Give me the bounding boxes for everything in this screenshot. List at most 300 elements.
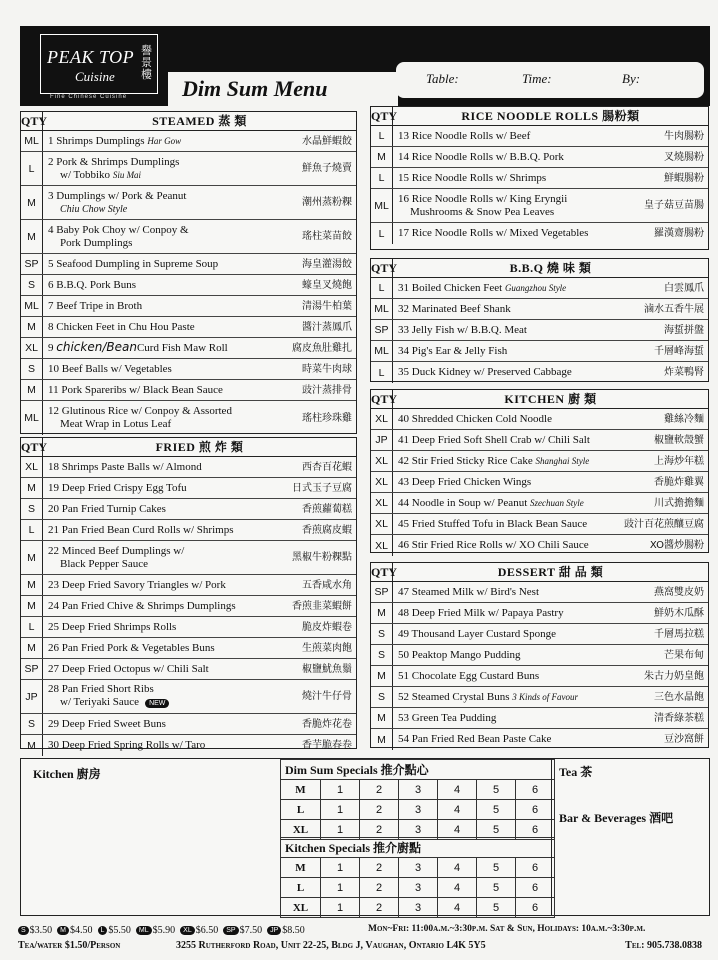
item-name-line [48, 300, 142, 313]
restaurant-logo [40, 34, 158, 94]
item-size-code: JP [371, 430, 393, 450]
item-size-code: XL [371, 535, 393, 556]
item-description [43, 575, 356, 595]
item-size-code: XL [371, 493, 393, 513]
item-chinese-name: 千層馬拉糕 [654, 628, 704, 640]
item-description [393, 278, 708, 298]
tea-water-charge: Tea/water $1.50/Person [18, 940, 121, 951]
menu-item-row[interactable] [21, 680, 356, 714]
specials-count-cell[interactable]: 3 [399, 878, 438, 898]
specials-count-cell[interactable]: 4 [438, 820, 477, 840]
specials-count-cell[interactable]: 1 [321, 820, 360, 840]
fried-section [20, 437, 357, 752]
logo-sub: Cuisine [75, 69, 115, 84]
menu-item-row[interactable] [371, 223, 708, 244]
item-description [393, 624, 708, 644]
specials-count-cell[interactable]: 2 [360, 800, 399, 820]
size-price: $5.50 [108, 925, 131, 936]
item-name-text: 50 Peaktop Mango Pudding [398, 648, 521, 661]
specials-count-cell[interactable]: 6 [516, 878, 555, 898]
item-name-continued: w/ Tobbiko [60, 168, 111, 181]
menu-item-row[interactable] [371, 126, 708, 147]
item-name [398, 324, 527, 337]
price-item [267, 925, 305, 936]
item-name-line [48, 190, 186, 203]
menu-item-row[interactable] [371, 341, 708, 362]
item-size-code: L [21, 617, 43, 637]
item-name-text: 7 Beef Tripe in Broth [48, 299, 143, 312]
item-name-text: 15 Rice Noodle Rolls w/ Shrimps [398, 171, 547, 184]
item-size-code: M [371, 147, 393, 167]
item-name-text: 16 Rice Noodle Rolls w/ King Eryngii [398, 192, 568, 205]
item-chinese-name: 雞絲冷麵 [664, 413, 704, 425]
menu-item-row[interactable] [21, 457, 356, 478]
item-name-rest: Curd Fish Maw Roll [136, 342, 228, 354]
size-price: $6.50 [195, 925, 219, 936]
menu-item-row[interactable] [21, 220, 356, 254]
specials-count-cell[interactable]: 4 [438, 780, 477, 800]
item-size-code: M [21, 541, 43, 574]
menu-item-row[interactable] [21, 131, 356, 152]
tea-label: Tea 茶 [559, 765, 593, 779]
item-chinese-name: 瑤柱珍珠雞 [302, 412, 352, 424]
qty-header: QTY [371, 261, 398, 275]
specials-size: M [281, 858, 321, 878]
menu-item-row[interactable] [21, 735, 356, 756]
item-description [393, 223, 708, 244]
specials-count-cell[interactable]: 1 [321, 898, 360, 918]
item-description [43, 401, 356, 435]
item-chinese-name: 腐皮魚肚雞扎 [292, 342, 352, 354]
item-size-code: M [21, 380, 43, 400]
item-size-code: SP [371, 582, 393, 602]
item-name-text: 53 Green Tea Pudding [398, 711, 497, 724]
specials-count-cell[interactable]: 1 [321, 780, 360, 800]
item-name-line [48, 461, 202, 474]
price-item [136, 925, 175, 936]
specials-row [281, 800, 555, 820]
specials-count-cell[interactable]: 3 [399, 820, 438, 840]
item-size-code: JP [21, 680, 43, 713]
specials-count-cell[interactable]: 1 [321, 878, 360, 898]
item-size-code: M [21, 638, 43, 658]
item-chinese-name: 芒果布甸 [664, 649, 704, 661]
item-name [398, 649, 521, 662]
item-style-note: Har Gow [147, 135, 182, 146]
item-name [398, 366, 572, 379]
item-name-line [48, 258, 218, 271]
menu-item-row[interactable] [371, 299, 708, 320]
item-name [398, 303, 511, 316]
specials-count-cell[interactable]: 6 [516, 820, 555, 840]
item-chinese-name: 瑤柱菜苗餃 [302, 231, 352, 242]
section-header [21, 438, 356, 457]
menu-item-row[interactable] [371, 708, 708, 729]
menu-item-row[interactable] [371, 666, 708, 687]
item-name-line-2 [48, 169, 179, 182]
item-chinese-name: 叉燒腸粉 [664, 151, 704, 163]
menu-title: Dim Sum Menu [168, 72, 398, 106]
qty-header: QTY [371, 565, 398, 579]
item-name-line [398, 691, 578, 704]
item-name [398, 733, 551, 746]
item-description [393, 472, 708, 492]
menu-item-row[interactable] [371, 147, 708, 168]
item-chinese-name: 清香綠茶糕 [654, 712, 704, 724]
size-code-badge: XL [180, 926, 195, 935]
item-name-text: 28 Pan Fried Short Ribs [48, 683, 154, 695]
item-name [48, 405, 232, 431]
menu-item-row[interactable] [21, 338, 356, 359]
item-name-line [398, 539, 589, 552]
specials-count-cell[interactable]: 2 [360, 780, 399, 800]
specials-count-cell[interactable]: 2 [360, 898, 399, 918]
menu-item-row[interactable] [21, 541, 356, 575]
menu-item-row[interactable] [21, 478, 356, 499]
item-name-line-2 [398, 206, 567, 219]
item-name [48, 321, 195, 334]
menu-item-row[interactable] [21, 186, 356, 220]
item-name-text: 45 Fried Stuffed Tofu in Black Bean Sauce [398, 517, 588, 530]
item-name-text: 26 Pan Fried Pork & Vegetables Buns [48, 641, 215, 654]
menu-item-row[interactable] [371, 493, 708, 514]
item-name [48, 579, 226, 592]
item-name-text: 35 Duck Kidney w/ Preserved Cabbage [398, 366, 572, 378]
item-size-code: M [21, 596, 43, 616]
handwritten-note: chicken/Bean [56, 340, 137, 354]
item-name-line [398, 607, 564, 620]
menu-item-row[interactable] [21, 254, 356, 275]
item-chinese-name: 鮮奶木瓜酥 [654, 607, 704, 619]
item-name-line [48, 503, 166, 516]
item-description [393, 603, 708, 623]
item-name [398, 691, 578, 704]
item-name [398, 172, 546, 185]
specials-count-cell[interactable]: 6 [516, 858, 555, 878]
menu-item-row[interactable] [371, 729, 708, 750]
menu-item-row[interactable] [371, 278, 708, 299]
specials-count-cell[interactable]: 2 [360, 820, 399, 840]
item-style-note: Szechuan Style [530, 497, 584, 508]
item-name-text: 30 Deep Fried Spring Rolls w/ Taro [48, 739, 206, 751]
item-name-line [398, 130, 530, 143]
item-description [393, 708, 708, 728]
item-name-line-2 [48, 558, 184, 571]
item-name-line [48, 600, 236, 613]
item-name-line [398, 518, 587, 531]
menu-item-row[interactable] [371, 451, 708, 472]
specials-panel [20, 758, 710, 916]
item-chinese-name: 香煎蘿蔔糕 [302, 503, 352, 515]
kitchen-section [370, 389, 709, 553]
menu-item-row[interactable] [371, 472, 708, 493]
item-name [48, 524, 233, 537]
logo-chinese: 譽景樓 [141, 44, 152, 81]
item-size-code: L [21, 520, 43, 540]
item-name-text: 29 Deep Fried Sweet Buns [48, 717, 166, 730]
menu-item-row[interactable] [371, 624, 708, 645]
section-title: DESSERT 甜 品 類 [497, 565, 604, 579]
item-description [393, 168, 708, 188]
item-name-text: 20 Pan Fried Turnip Cakes [48, 502, 166, 515]
item-name-line [398, 282, 566, 295]
item-chinese-name: 燒汁牛仔骨 [302, 691, 352, 702]
menu-item-row[interactable] [371, 514, 708, 535]
item-size-code: M [371, 603, 393, 623]
footer-line-2 [18, 940, 708, 951]
size-price: $4.50 [70, 925, 93, 936]
item-name [48, 156, 179, 182]
item-name [48, 279, 136, 292]
item-size-code: M [371, 708, 393, 728]
specials-count-cell[interactable]: 3 [399, 898, 438, 918]
item-size-code: ML [21, 131, 43, 151]
menu-item-row[interactable] [21, 275, 356, 296]
specials-count-cell[interactable]: 4 [438, 898, 477, 918]
item-chinese-name: 上海炒年糕 [654, 455, 704, 467]
item-name-line [48, 363, 172, 376]
menu-item-row[interactable] [21, 317, 356, 338]
item-name [398, 497, 584, 510]
item-description [43, 617, 356, 637]
menu-item-row[interactable] [21, 596, 356, 617]
item-chinese-name: 潮州蒸粉粿 [302, 197, 352, 208]
menu-item-row[interactable] [21, 520, 356, 541]
specials-count-cell[interactable]: 3 [399, 800, 438, 820]
item-chinese-name: 時菜牛肉球 [302, 363, 352, 375]
item-chinese-name: 朱古力奶皇飽 [644, 670, 704, 682]
menu-item-row[interactable] [371, 603, 708, 624]
item-name-line [48, 156, 179, 169]
specials-count-cell[interactable]: 5 [477, 858, 516, 878]
section-header [371, 259, 708, 278]
item-description [393, 729, 708, 750]
item-name [48, 384, 223, 397]
specials-count-cell[interactable]: 4 [438, 858, 477, 878]
item-chinese-name: 香脆炸雞翼 [654, 476, 704, 488]
item-size-code: M [21, 478, 43, 498]
item-name [398, 282, 566, 295]
menu-item-row[interactable] [21, 296, 356, 317]
item-name [48, 461, 202, 474]
item-description [43, 275, 356, 295]
item-name [398, 712, 496, 725]
menu-item-row[interactable] [371, 687, 708, 708]
item-description [43, 380, 356, 400]
item-name [398, 539, 589, 552]
menu-item-row[interactable] [21, 575, 356, 596]
item-chinese-name: 鮮蝦腸粉 [664, 172, 704, 184]
specials-title-row [281, 838, 555, 858]
specials-count-cell[interactable]: 5 [477, 898, 516, 918]
specials-count-cell[interactable]: 1 [321, 858, 360, 878]
item-name-line [398, 670, 539, 683]
tagline: Fine Chinese Cuisine [50, 94, 128, 100]
qty-header: QTY [371, 109, 398, 123]
item-name-line [398, 733, 551, 746]
item-name [48, 663, 209, 676]
order-fields [396, 62, 704, 98]
item-size-code: L [371, 362, 393, 383]
menu-item-row[interactable] [371, 320, 708, 341]
item-description [43, 680, 356, 713]
item-name-text: 3 Dumplings w/ Pork & Peanut [48, 189, 187, 202]
item-chinese-name: 脆皮炸蝦卷 [302, 621, 352, 633]
steamed-section [20, 111, 357, 434]
specials-count-cell[interactable]: 3 [399, 858, 438, 878]
specials-count-cell[interactable]: 6 [516, 800, 555, 820]
item-size-code: L [371, 278, 393, 298]
item-number: 9 [48, 342, 54, 354]
menu-item-row[interactable] [21, 659, 356, 680]
item-chinese-name: 香芋脆春卷 [302, 740, 352, 751]
item-size-code: S [21, 714, 43, 734]
price-item [98, 925, 131, 936]
item-description [43, 359, 356, 379]
rice-noodle-section [370, 106, 709, 250]
menu-item-row[interactable] [371, 409, 708, 430]
menu-item-row[interactable] [21, 359, 356, 380]
menu-item-row[interactable] [371, 582, 708, 603]
specials-count-cell[interactable]: 6 [516, 780, 555, 800]
kitchen-notes-label: Kitchen 廚房 [33, 767, 101, 781]
item-chinese-name: 海蜇拼盤 [664, 324, 704, 336]
header-bar [20, 26, 710, 106]
item-chinese-name: 清湯牛柏葉 [302, 300, 352, 312]
item-chinese-name: 五香咸水角 [302, 579, 352, 591]
specials-count-cell[interactable]: 4 [438, 878, 477, 898]
specials-count-cell[interactable]: 3 [399, 780, 438, 800]
menu-item-row[interactable] [371, 535, 708, 556]
item-size-code: S [21, 359, 43, 379]
specials-count-cell[interactable]: 5 [477, 800, 516, 820]
item-description [393, 126, 708, 146]
item-chinese-name: 日式玉子豆腐 [292, 482, 352, 494]
specials-count-cell[interactable]: 4 [438, 800, 477, 820]
item-name-continued: Black Pepper Sauce [60, 557, 148, 570]
item-name-continued: Pork Dumplings [60, 236, 133, 249]
menu-item-row[interactable] [21, 152, 356, 186]
item-description [43, 638, 356, 658]
menu-item-row[interactable] [21, 401, 356, 435]
menu-item-row[interactable] [21, 380, 356, 401]
specials-count-cell[interactable]: 5 [477, 878, 516, 898]
section-header [21, 112, 356, 131]
item-name-text: 41 Deep Fried Soft Shell Crab w/ Chili Salt [398, 433, 590, 446]
item-description [393, 535, 708, 556]
item-name-text: 49 Thousand Layer Custard Sponge [398, 627, 557, 640]
item-name-text: 21 Pan Fried Bean Curd Rolls w/ Shrimps [48, 523, 234, 536]
section-header [371, 390, 708, 409]
panel-divider [551, 759, 552, 915]
item-name [48, 739, 205, 752]
specials-count-cell[interactable]: 2 [360, 858, 399, 878]
item-description [43, 520, 356, 540]
menu-item-row[interactable] [21, 714, 356, 735]
menu-item-row[interactable] [21, 499, 356, 520]
item-name-text: 32 Marinated Beef Shank [398, 302, 511, 315]
specials-count-cell[interactable]: 5 [477, 820, 516, 840]
menu-item-row[interactable] [371, 430, 708, 451]
opening-hours: Mon~Fri: 11:00a.m.~3:30p.m. Sat & Sun, Holidays: 10a.m.~3:30p.m. [368, 924, 646, 934]
item-name [398, 628, 556, 641]
item-size-code: M [21, 220, 43, 253]
item-description [43, 317, 356, 337]
size-price: $8.50 [282, 925, 305, 936]
item-chinese-name: 牛肉腸粉 [664, 130, 704, 142]
item-name-line-2 [48, 203, 186, 216]
item-style-note: 3 Kinds of Favour [512, 691, 579, 702]
specials-row [281, 878, 555, 898]
item-description [43, 220, 356, 253]
section-title: FRIED 煎 炸 類 [155, 440, 244, 454]
item-name [48, 363, 172, 376]
size-code-badge: SP [223, 926, 238, 935]
qty-header: QTY [21, 114, 48, 128]
item-style-note: Guangzhou Style [504, 282, 567, 293]
item-name-line-2 [48, 237, 189, 250]
specials-size: L [281, 800, 321, 820]
item-name-line-2 [48, 696, 169, 710]
item-name-line [398, 345, 507, 358]
item-name-line [398, 151, 564, 164]
menu-item-row[interactable] [21, 617, 356, 638]
item-size-code: SP [371, 320, 393, 340]
item-name-line [398, 172, 546, 185]
item-description [393, 430, 708, 450]
item-chinese-name: 千層峰海蜇 [654, 345, 704, 357]
specials-count-cell[interactable]: 6 [516, 898, 555, 918]
item-name-line [398, 413, 552, 426]
price-item [57, 925, 92, 936]
item-size-code: M [21, 317, 43, 337]
item-description [43, 254, 356, 274]
item-description [393, 362, 708, 383]
menu-item-row[interactable] [21, 638, 356, 659]
item-description [43, 186, 356, 219]
item-name-text: 4 Baby Pok Choy w/ Conpoy & [48, 223, 189, 236]
menu-item-row[interactable] [371, 362, 708, 383]
item-chinese-name: 豉汁蒸排骨 [302, 384, 352, 396]
item-chinese-name: 黑椒牛粉粿點 [292, 552, 352, 563]
item-name [398, 434, 590, 447]
item-name-text: 11 Pork Spareribs w/ Black Bean Sauce [48, 383, 223, 396]
menu-item-row[interactable] [371, 168, 708, 189]
item-description [393, 451, 708, 471]
item-size-code: SP [21, 254, 43, 274]
item-name-text: 31 Boiled Chicken Feet [398, 281, 503, 294]
item-name-text: 14 Rice Noodle Rolls w/ B.B.Q. Pork [398, 150, 564, 163]
specials-count-cell[interactable]: 2 [360, 878, 399, 898]
item-size-code: ML [371, 299, 393, 319]
item-size-code: XL [371, 514, 393, 534]
menu-item-row[interactable] [371, 645, 708, 666]
item-name [48, 224, 189, 250]
size-code-badge: ML [136, 926, 152, 935]
specials-count-cell[interactable]: 5 [477, 780, 516, 800]
item-name [48, 683, 169, 710]
item-name [48, 300, 142, 313]
item-chinese-name: 蠔皇叉燒飽 [302, 279, 352, 291]
item-description [393, 687, 708, 707]
menu-item-row[interactable] [371, 189, 708, 223]
item-chinese-name: 香煎腐皮蝦 [302, 524, 352, 536]
item-chinese-name: 生煎菜肉飽 [302, 642, 352, 654]
specials-count-cell[interactable]: 1 [321, 800, 360, 820]
item-name-text: 46 Stir Fried Rice Rolls w/ XO Chili Sauce [398, 539, 589, 551]
item-name [398, 193, 567, 219]
item-name-line [398, 324, 527, 337]
